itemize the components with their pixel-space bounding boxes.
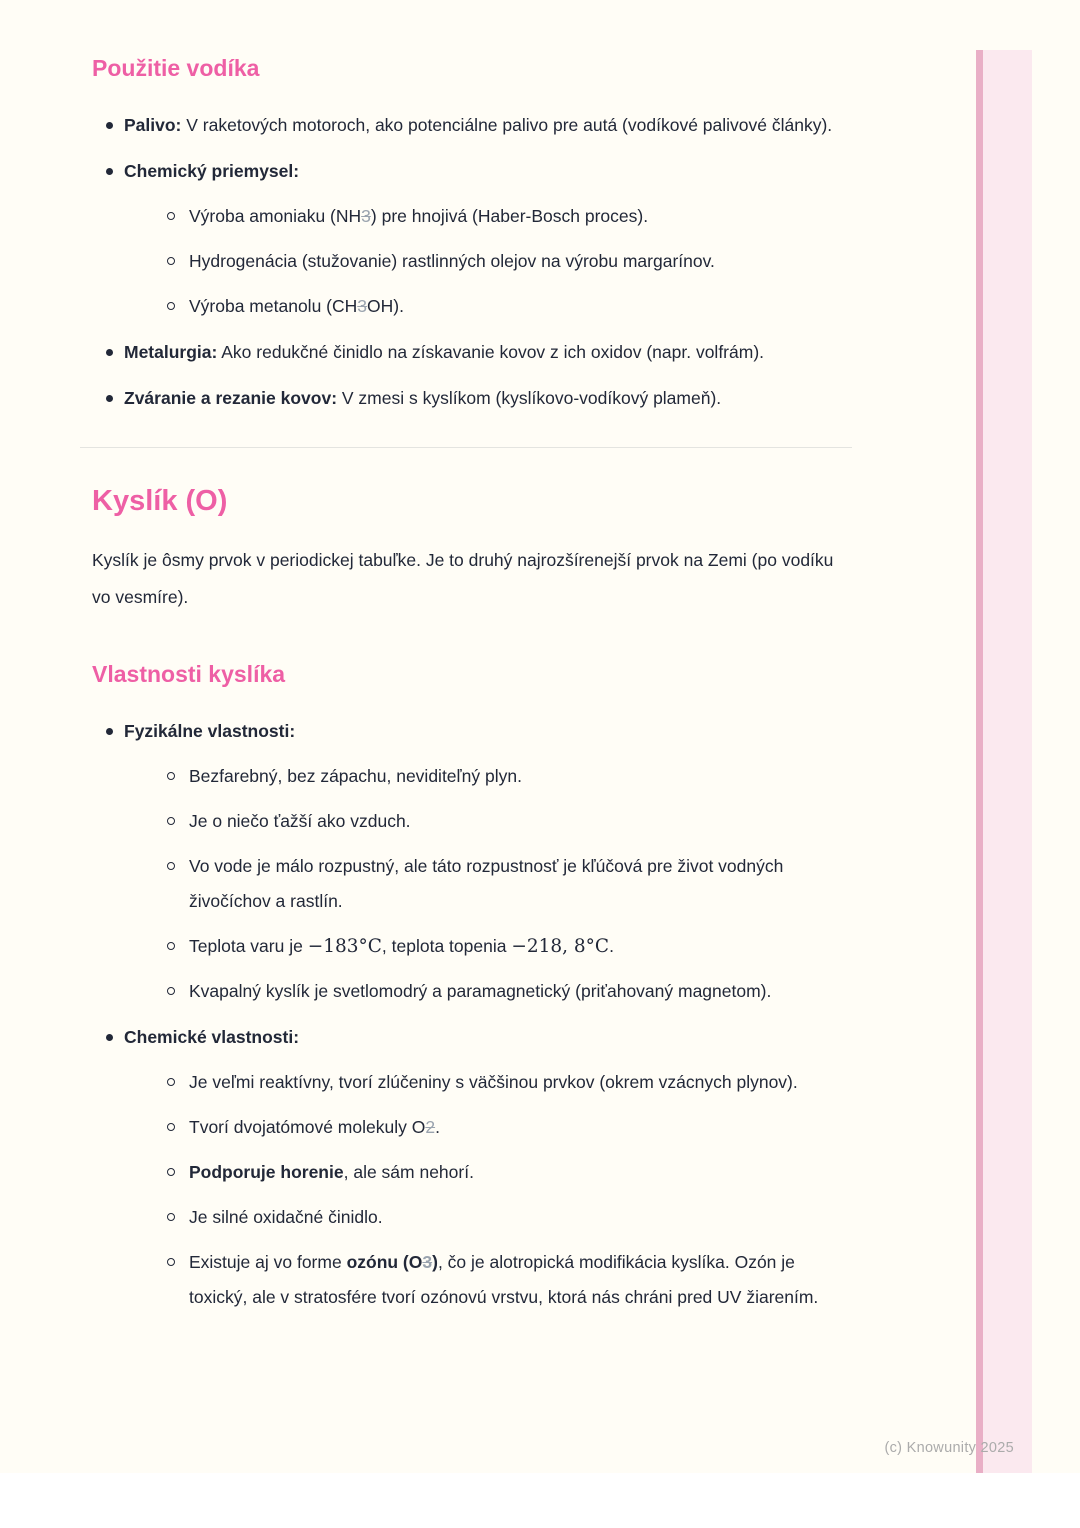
item-text: Hydrogenácia (stužovanie) rastlinných olejov na výrobu margarínov. xyxy=(189,251,715,271)
item-label: Podporuje horenie xyxy=(189,1162,344,1182)
item-text: Výroba amoniaku (NH xyxy=(189,206,362,226)
section-heading-oxygen: Kyslík (O) xyxy=(92,485,228,517)
list-item-bezfarebny xyxy=(156,759,836,794)
chemical-industry-sublist xyxy=(156,199,836,324)
item-text: Teplota varu je xyxy=(189,936,308,956)
list-item-fyzikalne-vlastnosti xyxy=(92,714,836,1009)
list-item-amoniak xyxy=(156,199,836,234)
list-item-rozpustnost xyxy=(156,849,836,919)
item-text: Je veľmi reaktívny, tvorí zlúčeniny s väčšinou prvkov (okrem vzácnych plynov). xyxy=(189,1072,798,1092)
item-text: , ale sám nehorí. xyxy=(343,1162,474,1182)
list-item-zvaranie xyxy=(92,381,836,416)
list-item-hydrogenacia xyxy=(156,244,836,279)
list-item-molekuly xyxy=(156,1110,836,1145)
list-item-horenie xyxy=(156,1155,836,1190)
section-heading-oxygen-properties: Vlastnosti kyslíka xyxy=(92,661,286,687)
list-item-kvapalny xyxy=(156,974,836,1009)
list-item-metanol xyxy=(156,289,836,324)
item-label: Chemický priemysel: xyxy=(124,161,300,181)
section-heading-hydrogen-use: Použitie vodíka xyxy=(92,55,260,81)
list-item-metalurgia xyxy=(92,335,836,370)
item-text: . xyxy=(435,1117,440,1137)
list-item-teplota xyxy=(156,929,836,964)
item-label: Zváranie a rezanie kovov: xyxy=(124,388,338,408)
item-text: , teplota topenia xyxy=(381,936,512,956)
list-item-palivo xyxy=(92,108,836,143)
struck-subscript: 3 xyxy=(357,296,368,316)
chemical-properties-sublist xyxy=(156,1065,836,1315)
oxygen-properties-list xyxy=(92,714,836,1315)
list-item-chemicky-priemysel xyxy=(92,154,836,324)
knowunity-watermark: (c) Knowunity 2025 xyxy=(884,1440,1014,1456)
item-text: Je o niečo ťažší ako vzduch. xyxy=(189,811,411,831)
struck-subscript: 3 xyxy=(361,206,371,226)
oxygen-intro-paragraph: Kyslík je ôsmy prvok v periodickej tabuľke. Je to druhý najrozšírenejší prvok na Zemi (po vodíku vo vesmíre). xyxy=(92,550,834,607)
item-text: Je silné oxidačné činidlo. xyxy=(189,1207,383,1227)
item-label: Palivo: xyxy=(124,115,182,135)
item-text: Bezfarebný, bez zápachu, neviditeľný plyn. xyxy=(189,766,522,786)
physical-properties-sublist xyxy=(156,759,836,1009)
list-item-chemicke-vlastnosti xyxy=(92,1020,836,1315)
math-boiling-point: −183°C xyxy=(307,936,382,957)
struck-subscript: 3 xyxy=(422,1252,433,1272)
item-label: ) xyxy=(432,1252,438,1272)
item-text: Vo vode je málo rozpustný, ale táto rozpustnosť je kľúčová pre život vodných živočíchov a rastlín. xyxy=(189,856,784,911)
item-label: Fyzikálne vlastnosti: xyxy=(124,721,296,741)
item-text: , čo je alotropická modifikácia kyslíka. Ozón je toxický, ale v stratosfére tvorí ozónovú vrstvu, ktorá nás chráni pred UV žiarením. xyxy=(189,1252,819,1307)
item-text: Výroba metanolu (CH xyxy=(189,296,358,316)
item-text: Ako redukčné činidlo na získavanie kovov z ich oxidov (napr. volfrám). xyxy=(217,342,765,362)
section-divider xyxy=(80,447,852,448)
list-item-ozon xyxy=(156,1245,836,1315)
item-label: ozónu (O xyxy=(346,1252,423,1272)
item-text: V raketových motoroch, ako potenciálne palivo pre autá (vodíkové palivové články). xyxy=(181,115,833,135)
struck-subscript: 2 xyxy=(425,1117,436,1137)
item-text: V zmesi s kyslíkom (kyslíkovo-vodíkový plameň). xyxy=(337,388,722,408)
math-melting-point: −218, 8°C xyxy=(511,936,610,957)
item-text: Kvapalný kyslík je svetlomodrý a paramagnetický (priťahovaný magnetom). xyxy=(189,981,772,1001)
list-item-oxidacne xyxy=(156,1200,836,1235)
item-text: . xyxy=(609,936,614,956)
hydrogen-use-list xyxy=(92,108,836,416)
list-item-reaktivny xyxy=(156,1065,836,1100)
document-content xyxy=(92,0,836,1319)
list-item-tazsi xyxy=(156,804,836,839)
item-label: Metalurgia: xyxy=(124,342,218,362)
decorative-pink-sidebar xyxy=(976,50,1032,1473)
item-text: OH). xyxy=(367,296,404,316)
item-text: ) pre hnojivá (Haber-Bosch proces). xyxy=(370,206,649,226)
item-text: Existuje aj vo forme xyxy=(189,1252,347,1272)
item-label: Chemické vlastnosti: xyxy=(124,1027,300,1047)
item-text: Tvorí dvojatómové molekuly O xyxy=(189,1117,426,1137)
